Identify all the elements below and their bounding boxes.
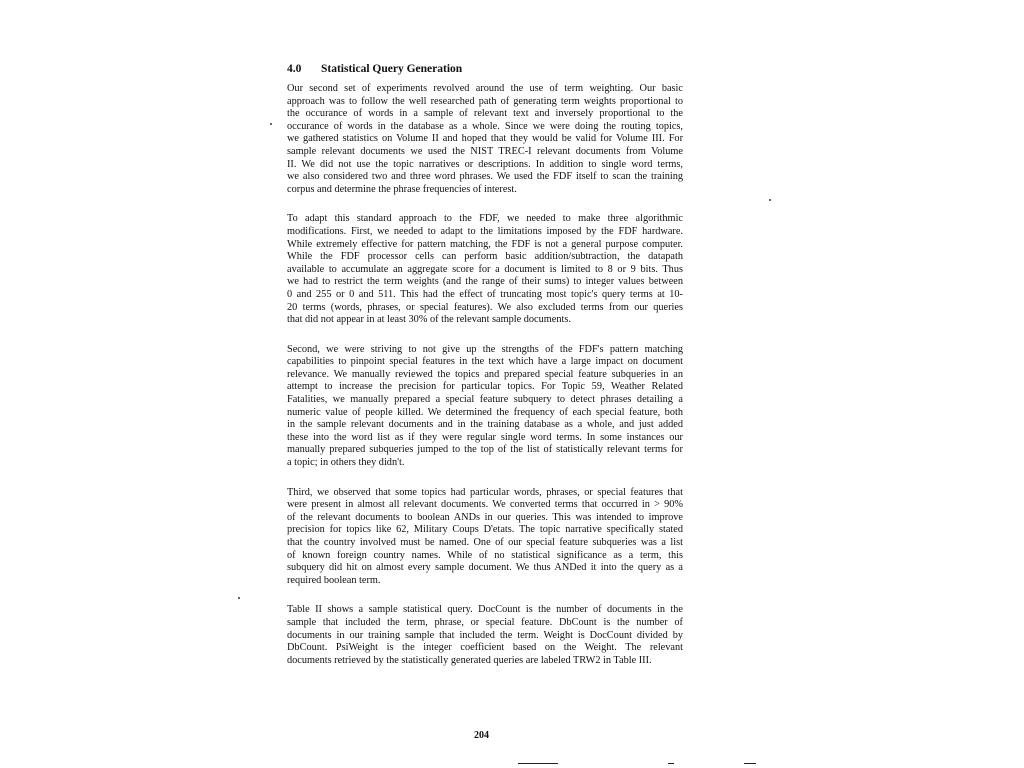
text-line: II. We did not use the topic narratives or descriptions. In addition to single word terms, [287, 158, 683, 170]
text-line: 20 terms (words, phrases, or special features). We also excluded terms from our queries [287, 301, 683, 313]
text-line: required boolean term. [287, 574, 381, 586]
text-line: that the country involved must be named. One of our special feature subqueries was a list [287, 537, 683, 548]
scan-rule [668, 763, 674, 764]
text-line: these into the word list as if they were regular single word terms. In some instances our [287, 431, 683, 443]
page-number: 204 [474, 730, 489, 741]
scan-speck [769, 199, 771, 201]
text-line: we also considered two and three word phrases. We used the FDF itself to scan the training [287, 171, 683, 183]
scan-rule [518, 763, 558, 764]
page-body [287, 62, 683, 684]
text-line: Second, we were striving to not give up the strengths of the FDF's pattern matching [287, 343, 683, 355]
paragraph [287, 604, 683, 667]
text-line: 0 and 255 or 0 and 511. This had the effect of truncating most topic's query terms at 10- [287, 288, 683, 300]
text-line: in the sample relevant documents and in the training database as a whole, and just added [287, 419, 683, 431]
text-line: capabilities to pinpoint special features in the text which have a large impact on document [287, 356, 683, 368]
paragraph [287, 83, 683, 196]
text-line: of the relevant documents to boolean ANDs in our queries. This was intended to improve [287, 511, 683, 523]
text-line: were present in almost all relevant documents. We converted terms that occurred in > 90% [287, 499, 683, 511]
section-title: Statistical Query Generation [321, 63, 463, 75]
text-line: DbCount. PsiWeight is the integer coefficient based on the Weight. The relevant [287, 642, 683, 654]
text-line: While the FDF processor cells can perform basic addition/subtraction, the datapath [287, 251, 683, 263]
paragraphs [287, 83, 683, 667]
text-line: numeric value of people killed. We determined the frequency of each special feature, both [287, 406, 683, 418]
text-line: approach was to follow the well researched path of generating term weights proportional to [287, 95, 683, 107]
section-heading [287, 62, 683, 77]
text-line: available to accumulate an aggregate score for a document is limited to 8 or 9 bits. Thus [287, 263, 683, 275]
text-line: the occurance of words in a sample of relevant text and inversely proportional to the [287, 108, 683, 120]
text-line: of known foreign country names. While of no statistical significance as a term, this [287, 549, 683, 561]
text-line: that did not appear in at least 30% of the relevant sample documents. [287, 314, 571, 326]
paragraph [287, 487, 683, 588]
text-line: subquery did hit on almost every sample document. We thus ANDed it into the query as a [287, 562, 683, 574]
text-line: manually prepared subqueries jumped to the top of the list of statistically relevant terms for [287, 444, 683, 456]
text-line: we gathered statistics on Volume II and hoped that they would be valid for Volume III. For [287, 133, 683, 145]
text-line: Third, we observed that some topics had particular words, phrases, or special features that [287, 486, 683, 498]
section-number: 4.0 [287, 63, 302, 75]
text-line: sample that included the term, phrase, or special feature. DbCount is the number of [287, 616, 683, 628]
scan-speck [238, 597, 240, 599]
text-line: documents retrieved by the statistically generated queries are labeled TRW2 in Table III. [287, 654, 652, 666]
paragraph [287, 213, 683, 326]
text-line: Our second set of experiments revolved around the use of term weighting. Our basic [287, 83, 683, 94]
scan-rule [744, 763, 756, 764]
text-line: a topic; in others they didn't. [287, 457, 405, 469]
text-line: Table II shows a sample statistical query. DocCount is the number of documents in the [287, 604, 683, 616]
text-line: occurance of words in the database as a whole. Since we were doing the routing topics, [287, 120, 683, 132]
text-line: documents in our training sample that included the term. Weight is DocCount divided by [287, 629, 683, 641]
text-line: precision for topics like 62, Military Coups D'etats. The topic narrative specifically stated [287, 524, 683, 536]
text-line: To adapt this standard approach to the FDF, we needed to make three algorithmic [287, 213, 683, 225]
text-line: Fatalities, we manually prepared a special feature subquery to detect phrases detailing a [287, 394, 683, 406]
paragraph [287, 344, 683, 470]
text-line: attempt to increase the precision for particular topics. For Topic 59, Weather Related [287, 381, 683, 393]
text-line: sample relevant documents we used the NIST TREC-I relevant documents from Volume [287, 145, 683, 157]
text-line: While extremely effective for pattern matching, the FDF is not a general purpose computer. [287, 238, 683, 250]
text-line: relevance. We manually reviewed the topics and prepared special feature subqueries in an [287, 368, 683, 380]
text-line: corpus and determine the phrase frequencies of interest. [287, 183, 517, 195]
text-line: we had to restrict the term weights (and the range of their sums) to integer values between [287, 276, 683, 288]
scan-speck [270, 123, 272, 125]
text-line: modifications. First, we needed to adapt to the limitations imposed by the FDF hardware. [287, 225, 683, 237]
